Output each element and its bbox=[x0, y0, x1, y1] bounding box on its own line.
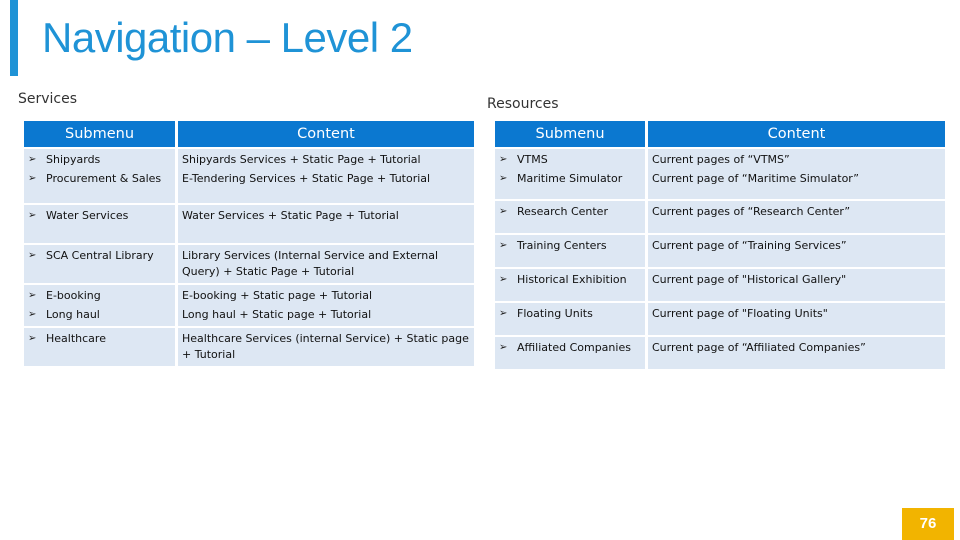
content-text: Long haul + Static page + Tutorial bbox=[182, 308, 372, 321]
submenu-item-label: Training Centers bbox=[517, 239, 607, 252]
page-number: 76 bbox=[899, 508, 954, 540]
submenu-cell bbox=[24, 285, 178, 328]
submenu-cell bbox=[24, 245, 178, 285]
submenu-cell bbox=[24, 205, 178, 245]
submenu-item bbox=[28, 331, 171, 347]
submenu-item-label: Water Services bbox=[46, 209, 129, 222]
content-text: E-Tendering Services + Static Page + Tutorial bbox=[182, 172, 431, 185]
submenu-item-label: Shipyards bbox=[46, 153, 101, 166]
submenu-item bbox=[28, 248, 171, 264]
arrow-bullet-icon: ➢ bbox=[28, 210, 37, 221]
submenu-item-label: Procurement & Sales bbox=[46, 172, 162, 185]
submenu-cell bbox=[495, 303, 648, 337]
content-cell bbox=[178, 245, 474, 285]
content-cell bbox=[648, 269, 945, 303]
content-text: E-booking + Static page + Tutorial bbox=[182, 289, 373, 302]
content-text: Water Services + Static Page + Tutorial bbox=[182, 209, 399, 222]
services-content-header: Content bbox=[178, 121, 474, 149]
submenu-item-label: SCA Central Library bbox=[46, 249, 154, 262]
submenu-item-label: Long haul bbox=[46, 308, 100, 321]
content-cell bbox=[648, 201, 945, 235]
arrow-bullet-icon: ➢ bbox=[499, 274, 508, 285]
content-text: Healthcare Services (internal Service) + Static page + Tutorial bbox=[182, 332, 469, 361]
submenu-item bbox=[28, 288, 171, 304]
submenu-item-label: E-booking bbox=[46, 289, 101, 302]
table-row bbox=[24, 328, 474, 368]
table-row bbox=[495, 235, 945, 269]
submenu-item bbox=[499, 171, 641, 187]
submenu-item-label: Affiliated Companies bbox=[517, 341, 631, 354]
content-text: Current page of "Historical Gallery" bbox=[652, 273, 847, 286]
submenu-item bbox=[28, 208, 171, 224]
content-text: Current pages of “VTMS” bbox=[652, 153, 790, 166]
services-label: Services bbox=[18, 91, 78, 107]
arrow-bullet-icon: ➢ bbox=[28, 250, 37, 261]
table-row bbox=[24, 149, 474, 205]
content-cell bbox=[178, 285, 474, 328]
arrow-bullet-icon: ➢ bbox=[28, 154, 37, 165]
content-text: Current page of “Training Services” bbox=[652, 239, 847, 252]
arrow-bullet-icon: ➢ bbox=[499, 206, 508, 217]
submenu-item bbox=[499, 272, 641, 288]
arrow-bullet-icon: ➢ bbox=[499, 342, 508, 353]
arrow-bullet-icon: ➢ bbox=[28, 309, 37, 320]
title-accent-bar bbox=[10, 0, 18, 76]
content-cell bbox=[648, 149, 945, 201]
table-row bbox=[495, 149, 945, 201]
table-row bbox=[495, 337, 945, 371]
submenu-cell bbox=[495, 269, 648, 303]
services-table bbox=[24, 121, 474, 368]
table-row bbox=[24, 285, 474, 328]
content-cell bbox=[178, 328, 474, 368]
submenu-item-label: Historical Exhibition bbox=[517, 273, 627, 286]
submenu-item-label: VTMS bbox=[517, 153, 548, 166]
resources-submenu-header: Submenu bbox=[495, 121, 648, 149]
content-cell bbox=[178, 205, 474, 245]
submenu-item bbox=[499, 204, 641, 220]
arrow-bullet-icon: ➢ bbox=[28, 333, 37, 344]
table-row bbox=[495, 269, 945, 303]
content-text: Current page of “Affiliated Companies” bbox=[652, 341, 866, 354]
content-cell bbox=[648, 235, 945, 269]
content-cell bbox=[648, 337, 945, 371]
resources-label: Resources bbox=[487, 96, 559, 112]
table-row bbox=[495, 303, 945, 337]
submenu-cell bbox=[495, 337, 648, 371]
arrow-bullet-icon: ➢ bbox=[499, 173, 508, 184]
content-text: Current pages of “Research Center” bbox=[652, 205, 851, 218]
submenu-item-label: Maritime Simulator bbox=[517, 172, 623, 185]
page-title: Navigation – Level 2 bbox=[42, 14, 413, 61]
resources-content-header: Content bbox=[648, 121, 945, 149]
submenu-cell bbox=[495, 201, 648, 235]
submenu-item-label: Floating Units bbox=[517, 307, 593, 320]
content-text: Library Services (Internal Service and External Query) + Static Page + Tutorial bbox=[182, 249, 439, 278]
content-cell bbox=[178, 149, 474, 205]
arrow-bullet-icon: ➢ bbox=[28, 290, 37, 301]
arrow-bullet-icon: ➢ bbox=[499, 240, 508, 251]
submenu-cell bbox=[24, 149, 178, 205]
submenu-cell bbox=[495, 149, 648, 201]
content-cell bbox=[648, 303, 945, 337]
submenu-item-label: Healthcare bbox=[46, 332, 106, 345]
submenu-item bbox=[28, 307, 171, 323]
arrow-bullet-icon: ➢ bbox=[499, 308, 508, 319]
submenu-item bbox=[28, 171, 171, 187]
arrow-bullet-icon: ➢ bbox=[499, 154, 508, 165]
submenu-item bbox=[28, 152, 171, 168]
content-text: Shipyards Services + Static Page + Tutorial bbox=[182, 153, 421, 166]
table-row bbox=[24, 245, 474, 285]
submenu-cell bbox=[24, 328, 178, 368]
submenu-item-label: Research Center bbox=[517, 205, 608, 218]
resources-table bbox=[495, 121, 945, 371]
table-row bbox=[495, 201, 945, 235]
content-text: Current page of "Floating Units" bbox=[652, 307, 828, 320]
services-submenu-header: Submenu bbox=[24, 121, 178, 149]
table-row bbox=[24, 205, 474, 245]
submenu-item bbox=[499, 238, 641, 254]
submenu-item bbox=[499, 152, 641, 168]
submenu-item bbox=[499, 340, 641, 356]
arrow-bullet-icon: ➢ bbox=[28, 173, 37, 184]
content-text: Current page of “Maritime Simulator” bbox=[652, 172, 859, 185]
submenu-item bbox=[499, 306, 641, 322]
submenu-cell bbox=[495, 235, 648, 269]
